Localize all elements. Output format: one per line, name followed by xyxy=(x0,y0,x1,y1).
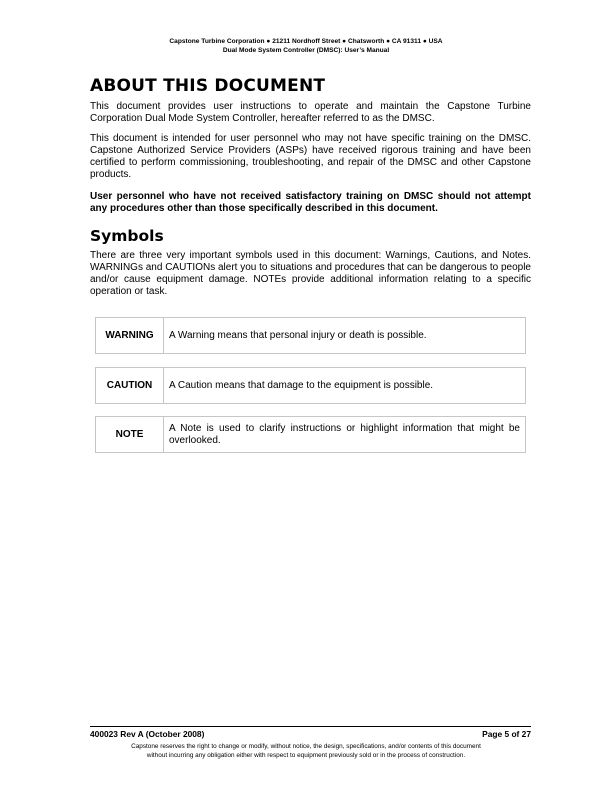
warning-description: A Warning means that personal injury or death is possible. xyxy=(169,329,427,341)
warning-label: WARNING xyxy=(96,318,164,353)
caution-symbol-box xyxy=(95,367,526,404)
intro-paragraph: This document provides user instructions to operate and maintain the Capstone Turbine Corporation Dual Mode System Controller, hereafter referred to as the DMSC. xyxy=(90,101,531,124)
footer-divider xyxy=(90,726,531,727)
header-manual-title: Dual Mode System Controller (DMSC): User’s Manual xyxy=(222,47,390,54)
section-title: ABOUT THIS DOCUMENT xyxy=(90,76,326,96)
training-warning-paragraph: User personnel who have not received satisfactory training on DMSC should not attempt any procedures other than those specifically described in this document. xyxy=(90,191,531,214)
document-id: 400023 Rev A (October 2008) xyxy=(90,729,205,739)
symbols-title: Symbols xyxy=(90,227,164,245)
note-label: NOTE xyxy=(96,417,164,452)
caution-label: CAUTION xyxy=(96,368,164,403)
audience-paragraph: This document is intended for user personnel who may not have specific training on the DMSC. Capstone Authorized Service Providers (ASPs) have received rigorous training and have been certified to perform commissioning, troubleshooting, and repair of the DMSC and other Capstone products. xyxy=(90,133,531,180)
page-number: Page 5 of 27 xyxy=(482,729,531,739)
caution-description: A Caution means that damage to the equipment is possible. xyxy=(169,379,434,391)
note-description: A Note is used to clarify instructions or highlight information that might be overlooked. xyxy=(169,422,520,446)
warning-symbol-box xyxy=(95,317,526,354)
footer-disclaimer xyxy=(0,742,612,760)
disclaimer-line-1: Capstone reserves the right to change or modify, without notice, the design, specifications, and/or contents of this document xyxy=(131,743,481,750)
main-content xyxy=(90,74,531,306)
footer-info xyxy=(90,729,531,739)
symbols-intro-paragraph: There are three very important symbols used in this document: Warnings, Cautions, and Notes. WARNINGs and CAUTIONs alert you to situations and procedures that can be dangerous to people and/or cause equipment damage. NOTEs provide additional information relating to a specific operation or task. xyxy=(90,250,531,297)
note-symbol-box xyxy=(95,416,526,453)
page-header xyxy=(0,37,612,55)
disclaimer-line-2: without incurring any obligation either with respect to equipment previously sold or in the process of construction. xyxy=(146,752,466,759)
header-address: Capstone Turbine Corporation ● 21211 Nordhoff Street ● Chatsworth ● CA 91311 ● USA xyxy=(169,38,443,45)
